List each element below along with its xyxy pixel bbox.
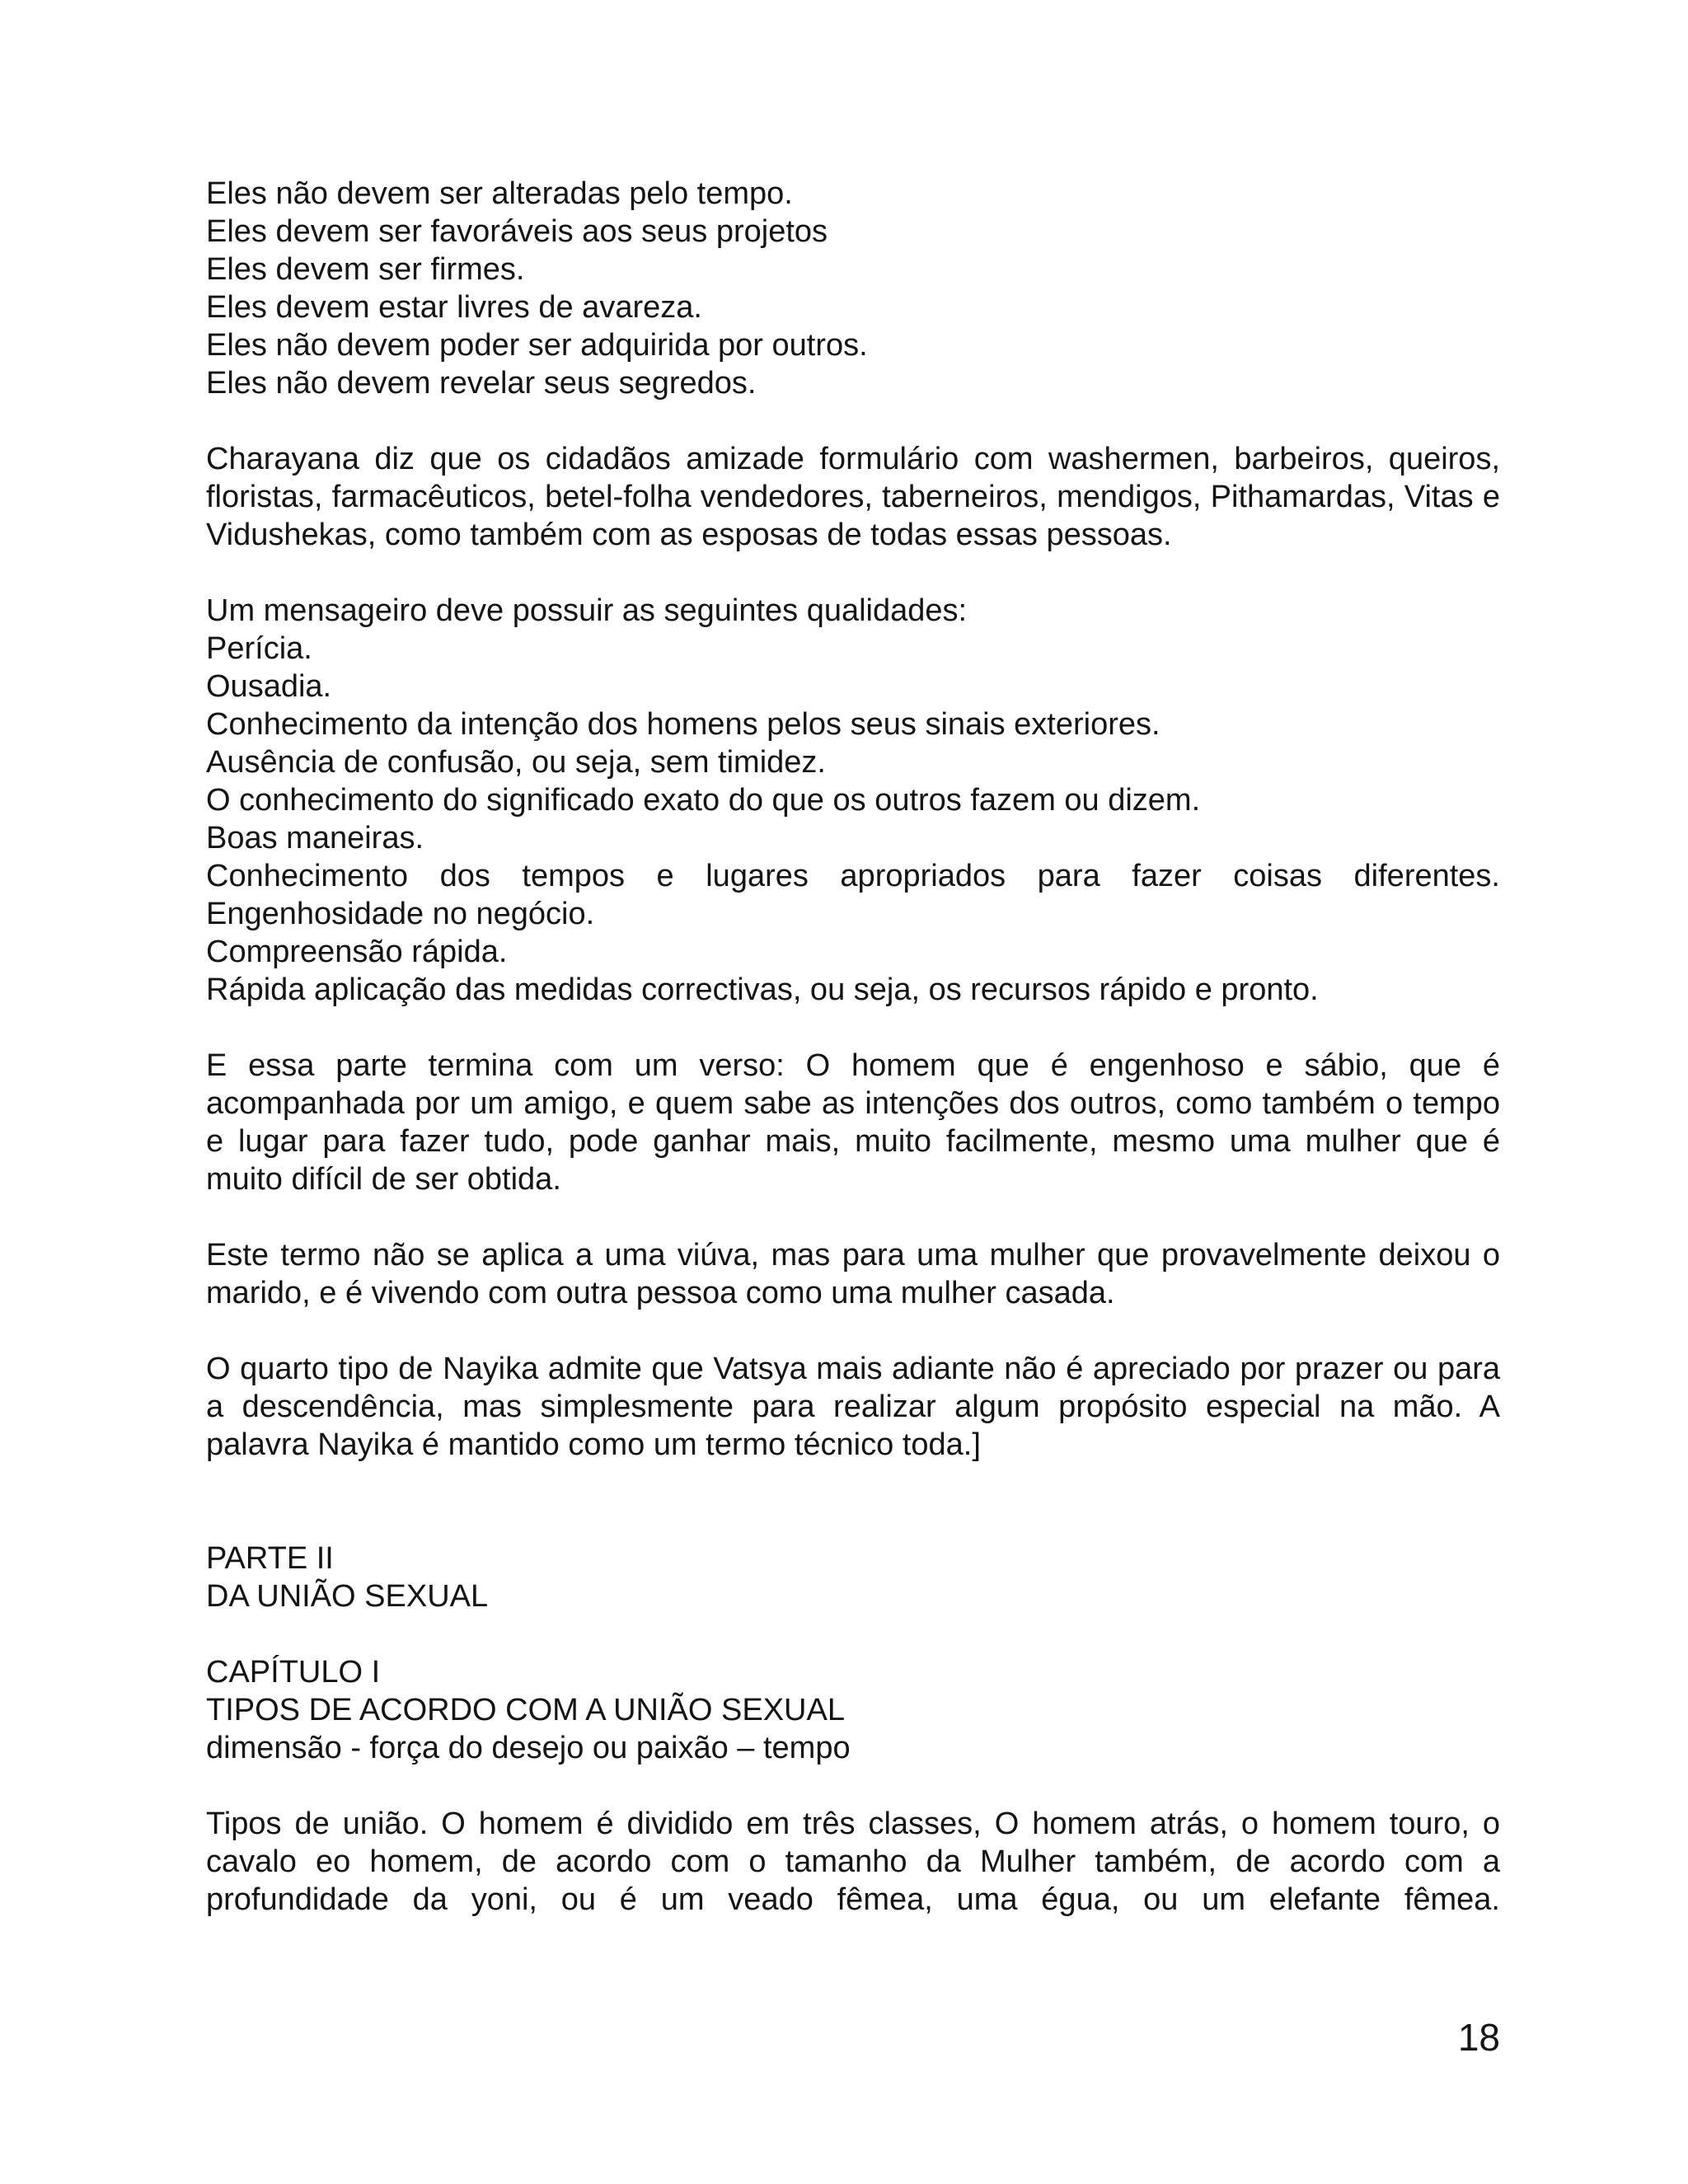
page-content bbox=[206, 175, 1500, 1919]
paragraph-union-types: Tipos de união. O homem é dividido em três classes, O homem atrás, o homem touro, o cavalo eo homem, de acordo com o tamanho da Mulher também, de acordo com a profundidade da yoni, ou é um veado fêmea, uma égua, ou um elefante fêmea. bbox=[206, 1807, 1500, 1917]
part-number: PARTE II bbox=[206, 1541, 334, 1576]
list-item: O conhecimento do significado exato do que os outros fazem ou dizem. bbox=[206, 783, 1201, 818]
friend-qualities-list bbox=[206, 175, 1500, 402]
chapter-number: CAPÍTULO I bbox=[206, 1655, 381, 1690]
list-item: Eles não devem revelar seus segredos. bbox=[206, 366, 757, 401]
list-item: Conhecimento dos tempos e lugares apropriados para fazer coisas diferentes. bbox=[206, 859, 1500, 893]
list-item: Ausência de confusão, ou seja, sem timidez. bbox=[206, 745, 826, 780]
chapter-title: TIPOS DE ACORDO COM A UNIÃO SEXUAL bbox=[206, 1693, 845, 1727]
list-item: Eles não devem ser alteradas pelo tempo. bbox=[206, 176, 793, 211]
messenger-qualities-list bbox=[206, 592, 1500, 1009]
list-item: Ousadia. bbox=[206, 669, 332, 704]
list-heading: Um mensageiro deve possuir as seguintes qualidades: bbox=[206, 593, 968, 628]
paragraph-term: Este termo não se aplica a uma viúva, mas para uma mulher que provavelmente deixou o marido, e é vivendo com outra pessoa como uma mulher casada. bbox=[206, 1238, 1500, 1310]
list-item: Compreensão rápida. bbox=[206, 935, 508, 969]
chapter-subtitle: dimensão - força do desejo ou paixão – tempo bbox=[206, 1731, 851, 1765]
list-item: Eles devem ser firmes. bbox=[206, 252, 525, 287]
list-item: Eles não devem poder ser adquirida por outros. bbox=[206, 328, 868, 363]
part-heading bbox=[206, 1540, 1500, 1615]
part-title: DA UNIÃO SEXUAL bbox=[206, 1579, 489, 1614]
list-item: Perícia. bbox=[206, 631, 312, 666]
chapter-heading bbox=[206, 1653, 1500, 1767]
list-item: Boas maneiras. bbox=[206, 821, 424, 855]
paragraph-charayana: Charayana diz que os cidadãos amizade formulário com washermen, barbeiros, queiros, floristas, farmacêuticos, betel-folha vendedores, taberneiros, mendigos, Pithamardas, Vitas e Vidushekas, como também com as esposas de todas essas pessoas. bbox=[206, 442, 1500, 552]
page-number: 18 bbox=[1457, 2016, 1500, 2059]
list-item: Rápida aplicação das medidas correctivas, ou seja, os recursos rápido e pronto. bbox=[206, 972, 1319, 1007]
list-item: Conhecimento da intenção dos homens pelos seus sinais exteriores. bbox=[206, 707, 1160, 742]
paragraph-nayika: O quarto tipo de Nayika admite que Vatsya mais adiante não é apreciado por prazer ou para a descendência, mas simplesmente para realizar algum propósito especial na mão. A palavra Nayika é mantido como um termo técnico toda.] bbox=[206, 1352, 1500, 1462]
paragraph-verse: E essa parte termina com um verso: O homem que é engenhoso e sábio, que é acompanhada por um amigo, e quem sabe as intenções dos outros, como também o tempo e lugar para fazer tudo, pode ganhar mais, muito facilmente, mesmo uma mulher que é muito difícil de ser obtida. bbox=[206, 1048, 1500, 1197]
list-item: Engenhosidade no negócio. bbox=[206, 897, 595, 931]
list-item: Eles devem ser favoráveis aos seus projetos bbox=[206, 214, 828, 249]
list-item: Eles devem estar livres de avareza. bbox=[206, 290, 702, 325]
